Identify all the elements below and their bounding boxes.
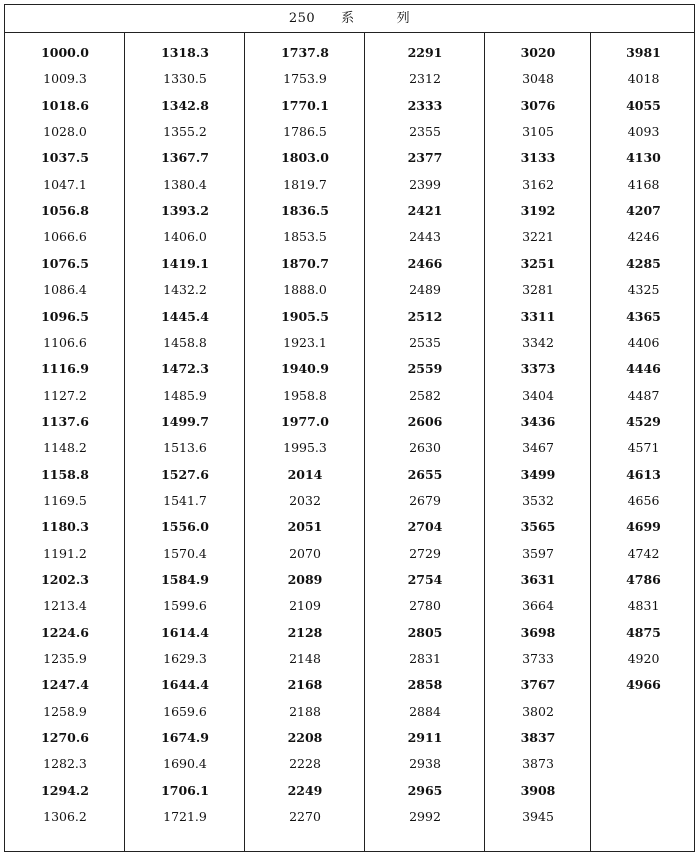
table-cell: 3162	[522, 176, 554, 192]
table-cell: 4656	[627, 492, 660, 508]
table-cell: 1202.3	[41, 572, 89, 587]
table-cell: 1836.5	[281, 203, 329, 219]
table-cell: 1674.9	[161, 730, 209, 746]
table-cell: 1037.5	[41, 150, 89, 166]
table-cell: 2512	[407, 308, 443, 324]
table-cell: 1472.3	[161, 361, 209, 377]
table-cell: 1584.9	[161, 572, 209, 587]
table-cell: 3281	[522, 282, 554, 298]
table-cell: 2421	[407, 203, 443, 219]
table-cell: 1599.6	[163, 598, 207, 614]
table-cell: 3020	[520, 45, 556, 60]
table-cell: 1056.8	[41, 203, 89, 219]
table-cell: 3311	[520, 308, 556, 324]
table-cell: 1803.0	[281, 150, 329, 166]
table-cell: 2582	[409, 387, 441, 403]
table-cell: 2249	[287, 782, 323, 798]
table-cell: 3873	[522, 756, 554, 772]
table-cell: 1355.2	[163, 124, 207, 140]
table-cell: 1445.4	[161, 308, 209, 324]
table-cell: 1009.3	[43, 71, 87, 87]
column-divider	[364, 33, 365, 851]
table-cell: 4920	[627, 651, 660, 667]
table-cell: 4699	[626, 519, 661, 535]
table-cell: 3597	[522, 545, 554, 561]
table-cell: 1659.6	[163, 703, 207, 719]
table-cell: 1706.1	[161, 782, 209, 798]
table-cell: 1556.0	[161, 519, 209, 535]
table-cell: 3436	[520, 413, 556, 429]
table-cell: 3908	[520, 782, 556, 798]
table-cell: 4529	[626, 413, 661, 429]
table-cell: 2831	[409, 651, 441, 667]
series-table	[4, 4, 695, 852]
table-cell: 4130	[626, 150, 661, 166]
table-cell: 1393.2	[161, 203, 209, 219]
table-cell: 2377	[407, 150, 443, 166]
table-cell: 3342	[522, 334, 554, 350]
title-char-1: 系	[341, 11, 355, 26]
table-cell: 1000.0	[41, 45, 89, 60]
table-cell: 1180.3	[41, 519, 89, 535]
table-cell: 1819.7	[283, 176, 327, 192]
table-cell: 1018.6	[41, 97, 89, 113]
table-cell: 1458.8	[163, 334, 207, 350]
table-cell: 2535	[409, 334, 441, 350]
table-cell: 4055	[626, 97, 661, 113]
table-cell: 2466	[407, 255, 443, 271]
table-cell: 1721.9	[163, 809, 207, 825]
table-cell: 2443	[409, 229, 441, 245]
table-cell: 1066.6	[43, 229, 87, 245]
table-cell: 1737.8	[281, 45, 329, 60]
table-cell: 3837	[520, 730, 556, 746]
table-cell: 1690.4	[163, 756, 207, 772]
table-cell: 4966	[626, 677, 661, 693]
table-cell: 3733	[522, 651, 554, 667]
table-cell: 1367.7	[161, 150, 209, 166]
title-series-number: 250	[288, 11, 316, 26]
table-cell: 2655	[407, 466, 443, 482]
table-cell: 1853.5	[283, 229, 327, 245]
table-cell: 2606	[407, 413, 443, 429]
table-cell: 1224.6	[41, 624, 89, 640]
table-cell: 2911	[407, 730, 443, 746]
table-cell: 3532	[522, 492, 554, 508]
table-cell: 3664	[522, 598, 554, 614]
table-cell: 2333	[407, 97, 443, 113]
table-cell: 1541.7	[163, 492, 207, 508]
table-cell: 4168	[627, 176, 660, 192]
table-cell: 1158.8	[41, 466, 89, 482]
table-cell: 2208	[287, 730, 323, 746]
table-cell: 4786	[626, 572, 661, 587]
column-divider	[484, 33, 485, 851]
table-cell: 3105	[522, 124, 554, 140]
table-cell: 4285	[626, 255, 661, 271]
table-cell: 1923.1	[283, 334, 327, 350]
table-cell: 2754	[407, 572, 443, 587]
table-cell: 1282.3	[43, 756, 87, 772]
table-cell: 1191.2	[43, 545, 87, 561]
table-cell: 3981	[626, 45, 661, 60]
table-cell: 3767	[520, 677, 556, 693]
table-cell: 1235.9	[43, 651, 87, 667]
table-cell: 1770.1	[281, 97, 329, 113]
table-cell: 1527.6	[161, 466, 209, 482]
table-cell: 3048	[522, 71, 554, 87]
table-cell: 3133	[520, 150, 556, 166]
table-cell: 1419.1	[161, 255, 209, 271]
table-cell: 2128	[287, 624, 323, 640]
table-cell: 4831	[627, 598, 660, 614]
table-cell: 1148.2	[43, 440, 87, 456]
table-cell: 1318.3	[161, 45, 209, 60]
table-cell: 1753.9	[283, 71, 327, 87]
table-cell: 3499	[520, 466, 556, 482]
table-cell: 1076.5	[41, 255, 89, 271]
table-cell: 4875	[626, 624, 661, 640]
table-cell: 2858	[407, 677, 443, 693]
table-cell: 1213.4	[43, 598, 87, 614]
table-cell: 4018	[627, 71, 660, 87]
table-cell: 2270	[289, 809, 321, 825]
table-cell: 1958.8	[283, 387, 327, 403]
table-cell: 2070	[289, 545, 321, 561]
column-divider	[124, 33, 125, 851]
table-cell: 1499.7	[161, 413, 209, 429]
table-cell: 2089	[287, 572, 323, 587]
table-cell: 1614.4	[161, 624, 209, 640]
table-cell: 3698	[520, 624, 556, 640]
table-cell: 3404	[522, 387, 554, 403]
table-cell: 2780	[409, 598, 441, 614]
table-cell: 1270.6	[41, 730, 89, 746]
table-cell: 2355	[409, 124, 441, 140]
table-cell: 1870.7	[281, 255, 329, 271]
table-cell: 2109	[289, 598, 321, 614]
table-cell: 4325	[627, 282, 660, 298]
table-cell: 2489	[409, 282, 441, 298]
table-cell: 1247.4	[41, 677, 89, 693]
table-cell: 3467	[522, 440, 554, 456]
table-cell: 1086.4	[43, 282, 87, 298]
table-cell: 1995.3	[283, 440, 327, 456]
table-cell: 2630	[409, 440, 441, 456]
title-char-2: 列	[396, 11, 411, 26]
table-cell: 2884	[409, 703, 441, 719]
column-divider	[590, 33, 591, 851]
table-cell: 1485.9	[163, 387, 207, 403]
table-cell: 4742	[627, 545, 660, 561]
table-cell: 2228	[289, 756, 321, 772]
table-cell: 1096.5	[41, 308, 89, 324]
table-cell: 2051	[287, 519, 323, 535]
table-cell: 4487	[627, 387, 660, 403]
table-cell: 1977.0	[281, 413, 329, 429]
table-cell: 2805	[407, 624, 443, 640]
table-cell: 2188	[289, 703, 321, 719]
table-cell: 2014	[287, 466, 323, 482]
table-cell: 4446	[626, 361, 661, 377]
table-cell: 1116.9	[41, 361, 89, 377]
table-cell: 4246	[627, 229, 660, 245]
table-cell: 2679	[409, 492, 441, 508]
table-cell: 4406	[627, 334, 660, 350]
table-cell: 4571	[627, 440, 660, 456]
table-cell: 1342.8	[161, 97, 209, 113]
table-cell: 1106.6	[43, 334, 87, 350]
table-cell: 2704	[407, 519, 443, 535]
table-cell: 2399	[409, 176, 441, 192]
table-cell: 2965	[407, 782, 443, 798]
table-cell: 3251	[520, 255, 556, 271]
table-cell: 2168	[287, 677, 323, 693]
table-cell: 4613	[626, 466, 661, 482]
table-cell: 2032	[289, 492, 321, 508]
table-cell: 3221	[522, 229, 554, 245]
table-cell: 1047.1	[43, 176, 87, 192]
table-cell: 3076	[520, 97, 556, 113]
table-cell: 1306.2	[43, 809, 87, 825]
table-cell: 1330.5	[163, 71, 207, 87]
table-cell: 1905.5	[281, 308, 329, 324]
table-cell: 1137.6	[41, 413, 89, 429]
table-cell: 1127.2	[43, 387, 87, 403]
table-cell: 1940.9	[281, 361, 329, 377]
table-title	[5, 5, 694, 33]
table-cell: 4093	[627, 124, 660, 140]
table-cell: 1629.3	[163, 651, 207, 667]
table-cell: 1258.9	[43, 703, 87, 719]
table-cell: 1786.5	[283, 124, 327, 140]
table-cell: 3631	[520, 572, 556, 587]
table-cell: 4207	[626, 203, 661, 219]
table-cell: 1513.6	[163, 440, 207, 456]
table-cell: 1406.0	[163, 229, 207, 245]
table-cell: 3802	[522, 703, 554, 719]
table-cell: 3945	[522, 809, 554, 825]
table-cell: 2938	[409, 756, 441, 772]
table-cell: 4365	[626, 308, 661, 324]
table-cell: 3565	[520, 519, 556, 535]
table-cell: 2148	[289, 651, 321, 667]
table-cell: 1294.2	[41, 782, 89, 798]
table-cell: 2992	[409, 809, 441, 825]
table-cell: 1169.5	[43, 492, 87, 508]
table-cell: 2559	[407, 361, 443, 377]
column-divider	[244, 33, 245, 851]
table-cell: 2729	[409, 545, 441, 561]
table-cell: 1432.2	[163, 282, 207, 298]
table-cell: 1028.0	[43, 124, 87, 140]
table-cell: 1570.4	[163, 545, 207, 561]
table-cell: 1888.0	[283, 282, 327, 298]
table-cell: 1644.4	[161, 677, 209, 693]
table-cell: 2291	[407, 45, 443, 60]
table-cell: 1380.4	[163, 176, 207, 192]
table-cell: 2312	[409, 71, 441, 87]
table-cell: 3192	[520, 203, 556, 219]
table-cell: 3373	[520, 361, 556, 377]
